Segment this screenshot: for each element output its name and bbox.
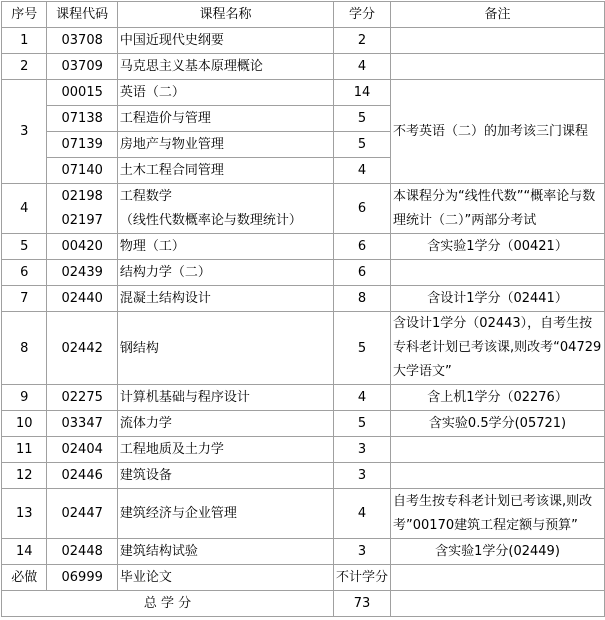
table-row [2,80,605,106]
code: 02439 [47,260,117,286]
name: 建筑设备 [117,463,333,489]
code: 06999 [47,565,117,591]
table-row [2,489,605,539]
credit: 3 [334,539,391,565]
credit: 6 [334,234,391,260]
note: 本课程分为“线性代数”“概率论与数理统计（二）”两部分考试 [391,184,605,234]
code: 02446 [47,463,117,489]
note [391,260,605,286]
name [117,184,333,234]
name: 建筑经济与企业管理 [117,489,333,539]
seq: 6 [2,260,47,286]
credit: 5 [334,106,391,132]
name: 土木工程合同管理 [117,158,333,184]
seq: 5 [2,234,47,260]
seq: 8 [2,312,47,385]
code: 03709 [47,54,117,80]
name: 物理（工） [117,234,333,260]
note: 自考生按专科老计划已考该课,则改考”00170建筑工程定额与预算” [391,489,605,539]
name: 混凝土结构设计 [117,286,333,312]
code: 03708 [47,28,117,54]
code: 02447 [47,489,117,539]
table-header [2,2,605,28]
credit: 8 [334,286,391,312]
seq: 12 [2,463,47,489]
code: 02448 [47,539,117,565]
note: 含设计1学分（02443），自考生按专科老计划已考该课,则改考“04729大学语文” [391,312,605,385]
seq: 4 [2,184,47,234]
name: 毕业论文 [117,565,333,591]
header-code: 课程代码 [47,2,117,28]
code: 02404 [47,437,117,463]
total-label: 总 学 分 [2,591,334,617]
name: 建筑结构试验 [117,539,333,565]
name-2: （线性代数概率论与数理统计） [119,212,302,228]
header-credit: 学分 [334,2,391,28]
credit: 5 [334,312,391,385]
code: 00420 [47,234,117,260]
seq: 1 [2,28,47,54]
code: 02275 [47,385,117,411]
note: 含设计1学分（02441） [391,286,605,312]
seq: 10 [2,411,47,437]
note: 含上机1学分（02276） [391,385,605,411]
total-note [391,591,605,617]
code [47,184,117,234]
table-row [2,286,605,312]
table-row [2,312,605,385]
code: 02442 [47,312,117,385]
seq: 必做 [2,565,47,591]
note: 不考英语（二）的加考该三门课程 [391,80,605,184]
credit: 3 [334,437,391,463]
table-row [2,260,605,286]
code: 02440 [47,286,117,312]
note [391,54,605,80]
seq: 13 [2,489,47,539]
credit: 5 [334,132,391,158]
name: 工程地质及土力学 [117,437,333,463]
total-value: 73 [334,591,391,617]
code: 07139 [47,132,117,158]
code: 00015 [47,80,117,106]
name: 中国近现代史纲要 [117,28,333,54]
note [391,437,605,463]
table-row [2,28,605,54]
name: 工程造价与管理 [117,106,333,132]
total-row [2,591,605,617]
seq: 3 [2,80,47,184]
note [391,565,605,591]
code: 03347 [47,411,117,437]
credit: 5 [334,411,391,437]
credit: 2 [334,28,391,54]
note: 含实验1学分（00421） [391,234,605,260]
table-row [2,539,605,565]
header-seq: 序号 [2,2,47,28]
code: 07140 [47,158,117,184]
table-row [2,437,605,463]
code: 07138 [47,106,117,132]
table-row [2,565,605,591]
credit: 4 [334,489,391,539]
name: 钢结构 [117,312,333,385]
name: 计算机基础与程序设计 [117,385,333,411]
table-row [2,184,605,234]
credit: 6 [334,184,391,234]
seq: 9 [2,385,47,411]
table-row [2,234,605,260]
name: 结构力学（二） [117,260,333,286]
name: 房地产与物业管理 [117,132,333,158]
seq: 14 [2,539,47,565]
credit: 6 [334,260,391,286]
course-table [1,1,605,617]
name: 流体力学 [117,411,333,437]
name: 马克思主义基本原理概论 [117,54,333,80]
seq: 7 [2,286,47,312]
credit: 14 [334,80,391,106]
credit: 4 [334,54,391,80]
header-name: 课程名称 [117,2,333,28]
name-1: 工程数学 [119,188,172,204]
name: 英语（二） [117,80,333,106]
header-note: 备注 [391,2,605,28]
note [391,463,605,489]
note: 含实验0.5学分(05721) [391,411,605,437]
credit: 不计学分 [334,565,391,591]
note: 含实验1学分(02449) [391,539,605,565]
table-row [2,411,605,437]
credit: 3 [334,463,391,489]
credit: 4 [334,385,391,411]
table-row [2,463,605,489]
seq: 11 [2,437,47,463]
note [391,28,605,54]
code-2: 02197 [61,212,103,228]
table-row [2,385,605,411]
code-1: 02198 [61,188,103,204]
credit: 4 [334,158,391,184]
table-row [2,54,605,80]
seq: 2 [2,54,47,80]
